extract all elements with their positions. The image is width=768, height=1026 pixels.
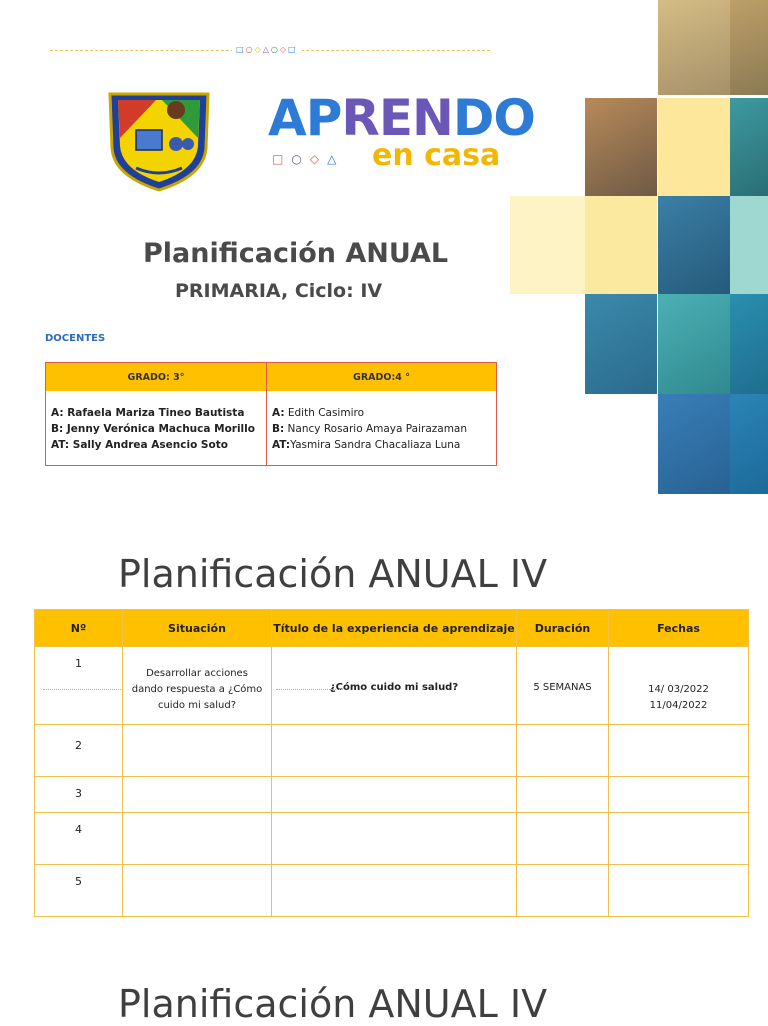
top-shape-icon: ○: [270, 45, 280, 54]
grado-4-teachers: [267, 391, 497, 466]
en-casa-logo-text: en casa: [372, 138, 501, 173]
titulo-cell: [272, 725, 517, 777]
grado-3-header: GRADO: 3°: [46, 363, 267, 392]
teacher-entry: A: Rafaela Mariza Tineo Bautista: [51, 407, 245, 419]
col-header-duracion: Duración: [517, 610, 609, 647]
page-subtitle: PRIMARIA, Ciclo: IV: [175, 280, 383, 302]
grado-4-header: GRADO:4 °: [267, 363, 497, 392]
school-crest-icon: [106, 88, 212, 192]
duracion-cell: [517, 777, 609, 813]
teacher-entry: B: Nancy Rosario Amaya Pairazaman: [272, 423, 468, 435]
col-header-fechas: Fechas: [609, 610, 749, 647]
footer-heading: Planificación ANUAL IV: [118, 982, 548, 1026]
titulo-cell: [272, 777, 517, 813]
fechas-cell: [609, 865, 749, 917]
top-shape-icon: □: [236, 45, 246, 54]
duracion-cell: [517, 813, 609, 865]
logo-shapes-decoration: [272, 152, 344, 166]
titulo-cell: ¿Cómo cuido mi salud?: [272, 647, 517, 725]
photo-tile: [730, 98, 768, 196]
top-shape-icon: △: [262, 45, 271, 54]
row-number: 2: [35, 725, 123, 777]
logo-letter: E: [378, 89, 413, 147]
grado-3-teachers: [46, 391, 267, 466]
table-row: [35, 813, 749, 865]
top-shape-icon: ○: [245, 45, 255, 54]
plan-table: [34, 609, 749, 917]
table-row: [35, 725, 749, 777]
situacion-cell: Desarrollar acciones dando respuesta a ¿Cómo cuido mi salud?: [123, 647, 272, 725]
logo-letter: R: [341, 89, 379, 147]
logo-letter: O: [493, 89, 535, 147]
logo-shape-icon: □: [272, 152, 292, 166]
photo-tile: [658, 0, 730, 95]
top-shape-icon: ◇: [254, 45, 263, 54]
photo-tile: [658, 196, 730, 294]
plan-heading: Planificación ANUAL IV: [118, 552, 548, 596]
teacher-entry: AT: Sally Andrea Asencio Soto: [51, 439, 228, 451]
logo-letter: A: [268, 89, 306, 147]
photo-tile: [658, 294, 730, 394]
titulo-cell: [272, 813, 517, 865]
logo-letter: P: [305, 89, 342, 147]
situacion-cell: [123, 725, 272, 777]
titulo-cell: [272, 865, 517, 917]
duracion-cell: 5 SEMANAS: [517, 647, 609, 725]
photo-tile: [510, 196, 585, 294]
docentes-label: DOCENTES: [45, 333, 106, 344]
col-header-titulo: Título de la experiencia de aprendizaje: [272, 610, 517, 647]
row-number: 3: [35, 777, 123, 813]
photo-tile: [585, 196, 657, 294]
situacion-cell: [123, 865, 272, 917]
col-header-situacion: Situación: [123, 610, 272, 647]
logo-shape-icon: ○: [291, 152, 310, 166]
logo-letter: N: [412, 89, 453, 147]
top-shapes-decoration: [232, 44, 302, 56]
photo-tile: [585, 294, 657, 394]
row-number: 1: [35, 647, 123, 725]
table-row: [35, 865, 749, 917]
fechas-cell: 14/ 03/2022 11/04/2022: [609, 647, 749, 725]
table-row: [35, 647, 749, 725]
situacion-cell: [123, 813, 272, 865]
photo-tile: [658, 394, 730, 494]
teacher-entry: B: Jenny Verónica Machuca Morillo: [51, 423, 255, 435]
page-title: Planificación ANUAL: [143, 238, 449, 269]
logo-shape-icon: △: [327, 152, 345, 166]
table-row: [35, 777, 749, 813]
fechas-cell: [609, 777, 749, 813]
teachers-table: [45, 362, 497, 466]
duracion-cell: [517, 865, 609, 917]
photo-tile: [730, 294, 768, 394]
photo-tile: [585, 98, 657, 196]
row-number: 4: [35, 813, 123, 865]
col-header-numero: Nº: [35, 610, 123, 647]
top-shape-icon: □: [288, 45, 298, 54]
row-number: 5: [35, 865, 123, 917]
fechas-cell: [609, 813, 749, 865]
logo-shape-icon: ◇: [309, 152, 328, 166]
situacion-cell: [123, 777, 272, 813]
logo-letter: D: [452, 89, 494, 147]
top-shape-icon: ◇: [279, 45, 288, 54]
photo-tile: [658, 98, 730, 196]
fechas-cell: [609, 725, 749, 777]
teacher-entry: AT:Yasmira Sandra Chacaliaza Luna: [272, 439, 461, 451]
duracion-cell: [517, 725, 609, 777]
photo-tile: [730, 196, 768, 294]
teacher-entry: A: Edith Casimiro: [272, 407, 365, 419]
photo-mosaic: [510, 0, 768, 495]
